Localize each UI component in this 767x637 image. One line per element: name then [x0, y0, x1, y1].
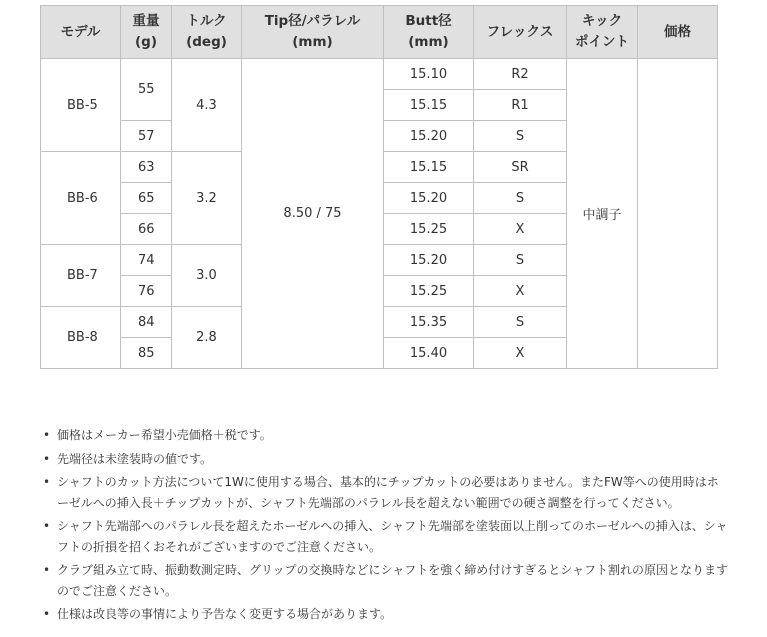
butt-cell: 15.25 — [384, 214, 474, 245]
model-cell: BB-8 — [41, 307, 121, 369]
header-model: モデル — [41, 6, 121, 59]
note-item: • シャフト先端部へのパラレル長を超えたホーゼルへの挿入、シャフト先端部を塗装面以上削ってのホーゼルへの挿入は、シャフトの折損を招くおそれがございますのでご注意ください。 — [40, 516, 730, 557]
header-row — [41, 6, 718, 59]
header-flex: フレックス — [474, 6, 567, 59]
weight-cell: 55 — [121, 59, 172, 121]
notes-list — [40, 425, 730, 628]
butt-cell: 15.20 — [384, 245, 474, 276]
model-cell: BB-7 — [41, 245, 121, 307]
weight-cell: 74 — [121, 245, 172, 276]
tip-parallel-cell: 8.50 / 75 — [242, 59, 384, 369]
weight-cell: 57 — [121, 121, 172, 152]
butt-cell: 15.20 — [384, 121, 474, 152]
butt-cell: 15.25 — [384, 276, 474, 307]
butt-cell: 15.40 — [384, 338, 474, 369]
weight-cell: 65 — [121, 183, 172, 214]
torque-cell: 4.3 — [172, 59, 242, 152]
weight-cell: 84 — [121, 307, 172, 338]
butt-cell: 15.10 — [384, 59, 474, 90]
flex-cell: S — [474, 245, 567, 276]
note-item: • 先端径は未塗装時の値です。 — [40, 449, 730, 470]
flex-cell: R2 — [474, 59, 567, 90]
flex-cell: S — [474, 307, 567, 338]
header-price: 価格 — [638, 6, 718, 59]
bullet-icon: • — [43, 451, 51, 466]
price-cell — [638, 59, 718, 369]
flex-cell: X — [474, 338, 567, 369]
bullet-icon: • — [43, 563, 51, 577]
torque-cell: 3.2 — [172, 152, 242, 245]
header-weight: 重量 (g) — [121, 6, 172, 59]
header-kick-point: キック ポイント — [567, 6, 638, 59]
flex-cell: X — [474, 276, 567, 307]
torque-cell: 2.8 — [172, 307, 242, 369]
header-torque: トルク (deg) — [172, 6, 242, 59]
weight-cell: 66 — [121, 214, 172, 245]
header-tip-parallel: Tip径/パラレル (mm) — [242, 6, 384, 59]
weight-cell: 85 — [121, 338, 172, 369]
table-row — [41, 59, 718, 90]
header-butt: Butt径 (mm) — [384, 6, 474, 59]
kick-point-cell: 中調子 — [567, 59, 638, 369]
bullet-icon: • — [43, 519, 51, 533]
torque-cell: 3.0 — [172, 245, 242, 307]
spec-table — [40, 5, 718, 369]
flex-cell: R1 — [474, 90, 567, 121]
note-item: • 価格はメーカー希望小売価格＋税です。 — [40, 425, 730, 446]
note-item: • 仕様は改良等の事情により予告なく変更する場合があります。 — [40, 604, 730, 625]
model-cell: BB-5 — [41, 59, 121, 152]
flex-cell: S — [474, 183, 567, 214]
note-item: • シャフトのカット方法について1Wに使用する場合、基本的にチップカットの必要はありません。またFW等への使用時はホーゼルへの挿入長＋チップカットが、シャフト先端部のパラレル長を超えない範囲での硬さ調整を行ってください。 — [40, 472, 730, 513]
butt-cell: 15.15 — [384, 152, 474, 183]
butt-cell: 15.20 — [384, 183, 474, 214]
flex-cell: S — [474, 121, 567, 152]
bullet-icon: • — [43, 475, 51, 489]
weight-cell: 76 — [121, 276, 172, 307]
butt-cell: 15.35 — [384, 307, 474, 338]
flex-cell: SR — [474, 152, 567, 183]
weight-cell: 63 — [121, 152, 172, 183]
butt-cell: 15.15 — [384, 90, 474, 121]
bullet-icon: • — [43, 428, 51, 442]
model-cell: BB-6 — [41, 152, 121, 245]
bullet-icon: • — [43, 607, 51, 621]
flex-cell: X — [474, 214, 567, 245]
note-item: • クラブ組み立て時、振動数測定時、グリップの交換時などにシャフトを強く締め付けすぎるとシャフト割れの原因となりますのでご注意ください。 — [40, 560, 730, 601]
